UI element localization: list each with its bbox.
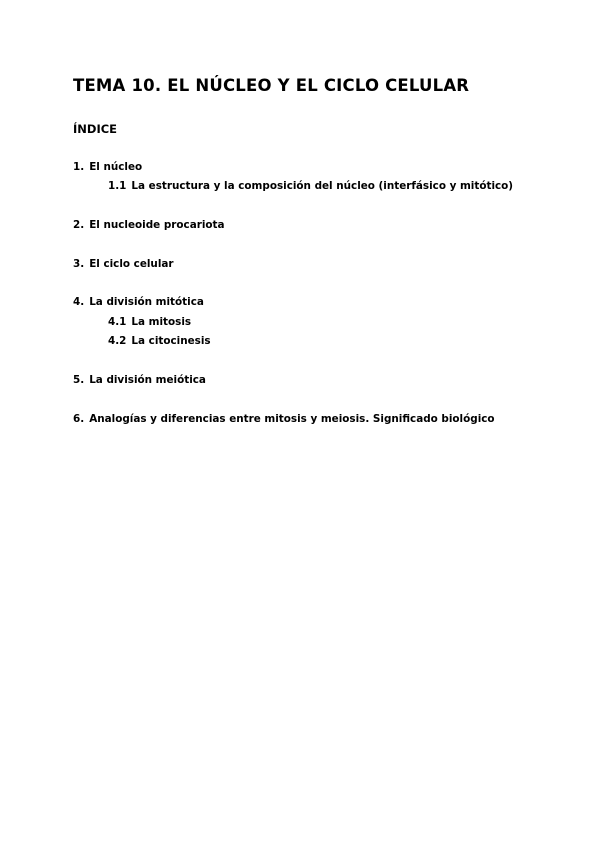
toc-label: La estructura y la composición del núcleo (interfásico y mitótico) — [131, 180, 514, 192]
toc-number: 4. — [73, 296, 85, 308]
toc-number: 4.2 — [108, 335, 127, 347]
toc-number: 1.1 — [108, 180, 127, 192]
toc-item-6 — [73, 412, 495, 426]
toc-item-3 — [73, 257, 174, 271]
toc-number: 3. — [73, 258, 85, 270]
toc-label: La mitosis — [131, 316, 192, 328]
document-title: TEMA 10. EL NÚCLEO Y EL CICLO CELULAR — [73, 76, 470, 95]
toc-number: 5. — [73, 374, 85, 386]
toc-item-4-2 — [108, 334, 211, 348]
index-heading: ÍNDICE — [73, 122, 118, 136]
toc-item-1-1 — [108, 179, 513, 193]
toc-number: 2. — [73, 219, 85, 231]
toc-item-4-1 — [108, 315, 191, 329]
toc-item-4 — [73, 295, 204, 309]
toc-label: Analogías y diferencias entre mitosis y meiosis. Significado biológico — [89, 413, 495, 425]
toc-label: El ciclo celular — [89, 258, 174, 270]
toc-label: La citocinesis — [131, 335, 211, 347]
toc-label: El nucleoide procariota — [89, 219, 225, 231]
toc-number: 4.1 — [108, 316, 127, 328]
toc-label: La división mitótica — [89, 296, 204, 308]
toc-item-1 — [73, 160, 142, 174]
toc-label: La división meiótica — [89, 374, 206, 386]
toc-number: 1. — [73, 161, 85, 173]
toc-number: 6. — [73, 413, 85, 425]
toc-item-2 — [73, 218, 225, 232]
toc-item-5 — [73, 373, 206, 387]
toc-label: El núcleo — [89, 161, 143, 173]
